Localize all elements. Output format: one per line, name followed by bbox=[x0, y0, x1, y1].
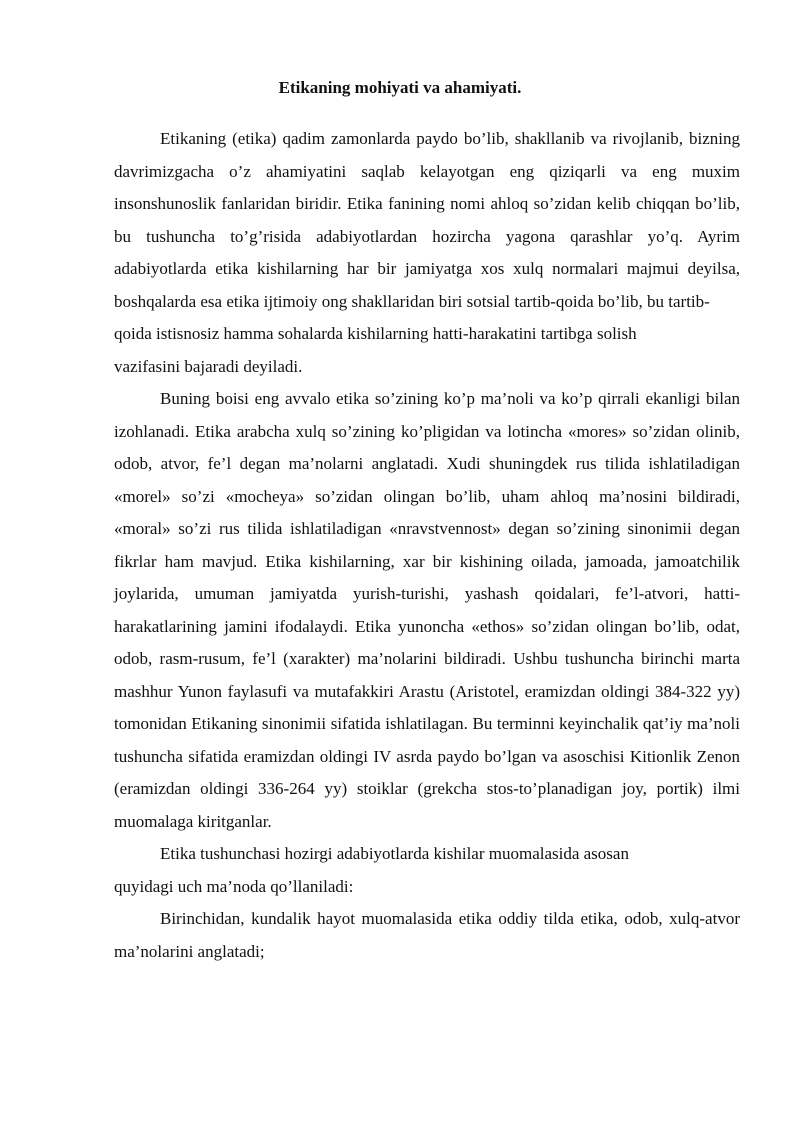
paragraph-6: quyidagi uch ma’noda qo’llaniladi: bbox=[114, 876, 354, 896]
paragraph-7: Birinchidan, kundalik hayot muomalasida etika oddiy tilda etika, odob, xulq-atvor ma’nolarini anglatadi; bbox=[114, 909, 740, 961]
paragraph-2: qoida istisnosiz hamma sohalarda kishilarning hatti-harakatini tartibga solish bbox=[114, 324, 637, 343]
paragraph-3: vazifasini bajaradi deyiladi. bbox=[114, 356, 303, 376]
paragraph-1: Etikaning (etika) qadim zamonlarda paydo bo’lib, shakllanib va rivojlanib, bizning davrimizgacha o’z ahamiyatini saqlab kelayotgan eng qiziqarli va eng muxim insonshunoslik fanlaridan biridir. Etika fanining nomi ahloq so’zidan kelib chiqqan bo’lib, bu tushuncha to’g’risida adabiyotlardan hozircha yagona qarashlar yo’q. Ayrim adabiyotlarda etika kishilarning har bir jamiyatga xos xulq normalari majmui deyilsa, boshqalarda esa etika ijtimoiy ong shakllaridan biri sotsial tartib-qoida bo’lib, bu tartib- bbox=[114, 129, 740, 311]
paragraph-4: Buning boisi eng avvalo etika so’zining ko’p ma’noli va ko’p qirrali ekanligi bilan izohlanadi. Etika arabcha xulq so’zining ko’pligidan va lotincha «mores» so’zidan olinib, odob, atvor, fe’l degan ma’nolarni anglatadi. Xudi shuningdek rus tilida ishlatiladigan «morel» so’zi «mocheya» so’zidan olingan bo’lib, uham ahloq ma’nosini bildiradi, «moral» so’zi rus tilida ishlatiladigan «nravstvennost» degan so’zining sinonimii degan fikrlar ham mavjud. Etika kishilarning, xar bir kishining oilada, jamoada, jamoatchilik joylarida, umuman jamiyatda yurish-turishi, yashash qoidalari, fe’l-atvori, hatti-harakatlarining jamini ifodalaydi. Etika yunoncha «ethos» so’zidan olingan bo’lib, odat, odob, rasm-rusum, fe’l (xarakter) ma’nolarini bildiradi. Ushbu tushuncha birinchi marta mashhur Yunon faylasufi va mutafakkiri Arastu (Aristotel, eramizdan oldingi 384-322 yy) tomonidan Etikaning sinonimii sifatida ishlatilagan. Bu terminni keyinchalik qat’iy ma’noli tushuncha sifatida eramizdan oldingi IV asrda paydo bo’lgan va asoschisi Kitionlik Zenon (eramizdan oldingi 336-264 yy) stoiklar (grekcha stos-to’planadigan joy, portik) ilmi muomalaga kiritganlar. bbox=[114, 389, 740, 831]
document-body bbox=[114, 123, 740, 968]
paragraph-5: Etika tushunchasi hozirgi adabiyotlarda kishilar muomalasida asosan bbox=[160, 844, 629, 863]
page-title: Etikaning mohiyati va ahamiyati. bbox=[278, 78, 522, 97]
